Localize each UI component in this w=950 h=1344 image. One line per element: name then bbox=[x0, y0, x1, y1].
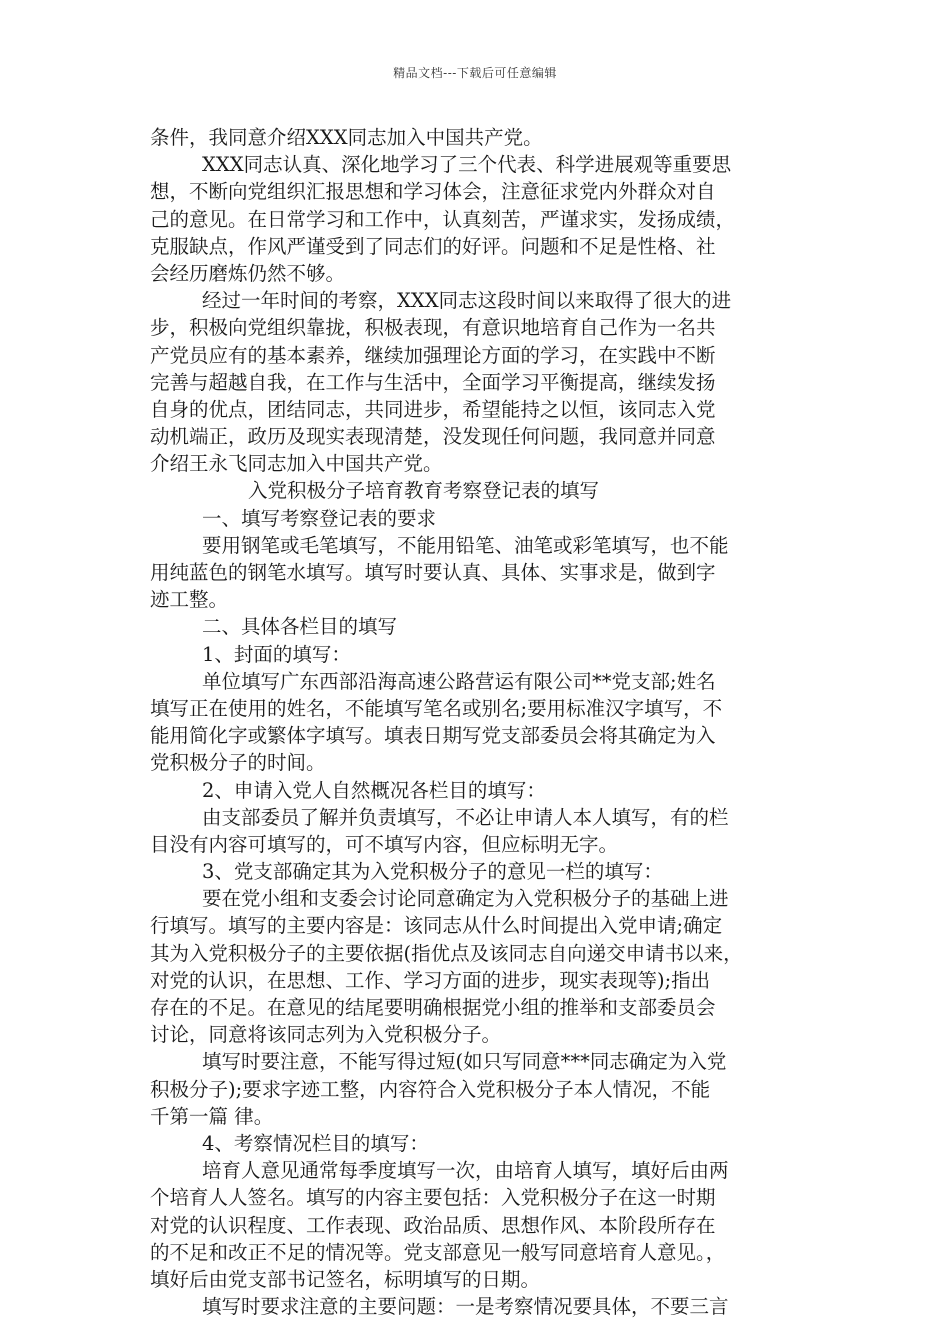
text-line: 由支部委员了解并负责填写，不必让申请人本人填写，有的栏 bbox=[202, 805, 729, 829]
text-line: 1、封面的填写： bbox=[202, 642, 351, 666]
text-line: 填好后由党支部书记签名，标明填写的日期。 bbox=[150, 1267, 541, 1291]
text-line: 2、申请入党人自然概况各栏目的填写： bbox=[202, 778, 546, 802]
text-line: 党积极分子的时间。 bbox=[150, 751, 326, 775]
text-line: 产党员应有的基本素养，继续加强理论方面的学习，在实践中不断 bbox=[150, 343, 716, 367]
text-line: 积极分子);要求字迹工整，内容符合入党积极分子本人情况，不能 bbox=[150, 1077, 711, 1101]
text-line: 自身的优点，团结同志，共同进步，希望能持之以恒，该同志入党 bbox=[150, 397, 716, 421]
text-line: 动机端正，政历及现实表现清楚，没发现任何问题，我同意并同意 bbox=[150, 425, 716, 449]
text-line: 二、具体各栏目的填写 bbox=[202, 615, 398, 639]
text-line: 其为入党积极分子的主要依据(指优点及该同志自向递交申请书以来， bbox=[150, 941, 743, 965]
text-line: 个培育人人签名。填写的内容主要包括：入党积极分子在这一时期 bbox=[150, 1186, 716, 1210]
page-header: 精品文档---下载后可任意编辑 bbox=[393, 66, 557, 80]
section-title: 入党积极分子培育教育考察登记表的填写 bbox=[248, 479, 600, 503]
text-line: 要用钢笔或毛笔填写，不能用铅笔、油笔或彩笔填写，也不能 bbox=[202, 533, 729, 557]
text-line: 填写时要求注意的主要问题：一是考察情况要具体，不要三言 bbox=[202, 1295, 729, 1319]
text-line: 单位填写广东西部沿海高速公路营运有限公司**党支部;姓名 bbox=[202, 669, 716, 693]
text-line: 步，积极向党组织靠拢，积极表现，有意识地培育自己作为一名共 bbox=[150, 316, 716, 340]
text-line: 一、填写考察登记表的要求 bbox=[202, 506, 437, 530]
text-line: 用纯蓝色的钢笔水填写。填写时要认真、具体、实事求是，做到字 bbox=[150, 561, 716, 584]
text-line: 克服缺点，作风严谨受到了同志们的好评。问题和不足是性格、社 bbox=[150, 234, 716, 258]
text-line: XXX同志认真、深化地学习了三个代表、科学进展观等重要思 bbox=[202, 153, 732, 177]
text-line: 想，不断向党组织汇报思想和学习体会，注意征求党内外群众对自 bbox=[150, 180, 716, 204]
text-line: 存在的不足。在意见的结尾要明确根据党小组的推举和支部委员会 bbox=[150, 996, 716, 1019]
text-line: 培育人意见通常每季度填写一次，由培育人填写，填好后由两 bbox=[202, 1159, 729, 1183]
text-line: 讨论，同意将该同志列为入党积极分子。 bbox=[150, 1023, 502, 1047]
text-line: 要在党小组和支委会讨论同意确定为入党积极分子的基础上进 bbox=[202, 887, 729, 911]
text-line: 行填写。填写的主要内容是：该同志从什么时间提出入党申请;确定 bbox=[150, 914, 723, 938]
text-line: 条件，我同意介绍XXX同志加入中国共产党。 bbox=[150, 126, 543, 149]
text-line: 千第一篇 律。 bbox=[150, 1104, 274, 1128]
text-line: 会经历磨炼仍然不够。 bbox=[150, 261, 346, 285]
text-line: 完善与超越自我，在工作与生活中，全面学习平衡提高，继续发扬 bbox=[150, 370, 716, 394]
text-line: 己的意见。在日常学习和工作中，认真刻苦，严谨求实，发扬成绩， bbox=[150, 207, 736, 231]
text-line: 填写正在使用的姓名，不能填写笔名或别名;要用标准汉字填写，不 bbox=[150, 696, 723, 720]
text-line: 目没有内容可填写的，可不填写内容，但应标明无字。 bbox=[150, 832, 619, 856]
text-line: 3、党支部确定其为入党积极分子的意见一栏的填写： bbox=[202, 860, 663, 884]
text-line: 对党的认识，在思想、工作、学习方面的进步，现实表现等);指出 bbox=[150, 968, 711, 992]
text-line: 介绍王永飞同志加入中国共产党。 bbox=[150, 452, 443, 476]
text-line: 能用简化字或繁体字填写。填表日期写党支部委员会将其确定为入 bbox=[150, 724, 716, 748]
text-line: 的不足和改正不足的情况等。党支部意见一般写同意培育人意见。， bbox=[150, 1240, 726, 1264]
text-line: 4、考察情况栏目的填写： bbox=[202, 1131, 429, 1155]
document-body bbox=[150, 124, 812, 1320]
text-line: 迹工整。 bbox=[150, 588, 229, 612]
text-line: 经过一年时间的考察，XXX同志这段时间以来取得了很大的进 bbox=[202, 289, 732, 313]
text-line: 对党的认识程度、工作表现、政治品质、思想作风、本阶段所存在 bbox=[150, 1213, 716, 1237]
text-line: 填写时要注意，不能写得过短(如只写同意***同志确定为入党 bbox=[202, 1050, 727, 1074]
